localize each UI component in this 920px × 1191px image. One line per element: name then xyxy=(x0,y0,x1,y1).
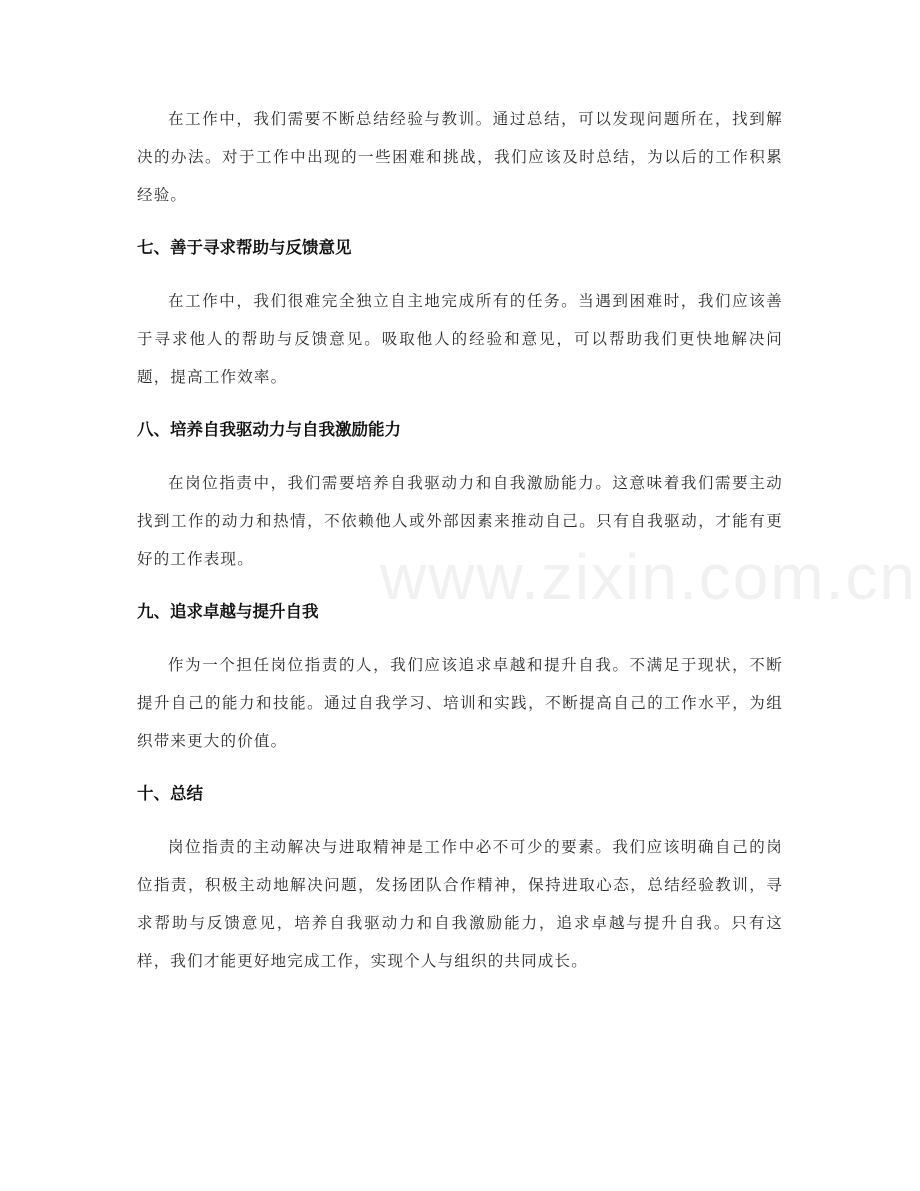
paragraph-section-7: 在工作中，我们很难完全独立自主地完成所有的任务。当遇到困难时，我们应该善于寻求他人的帮助与反馈意见。吸取他人的经验和意见，可以帮助我们更快地解决问题，提高工作效率。 xyxy=(137,292,783,386)
document-body xyxy=(137,100,783,980)
paragraph-intro: 在工作中，我们需要不断总结经验与教训。通过总结，可以发现问题所在，找到解决的办法。对于工作中出现的一些困难和挑战，我们应该及时总结，为以后的工作积累经验。 xyxy=(137,110,783,204)
watermark: www.zixin.com.cn xyxy=(380,541,917,613)
paragraph-section-9: 作为一个担任岗位指责的人，我们应该追求卓越和提升自我。不满足于现状，不断提升自己的能力和技能。通过自我学习、培训和实践，不断提高自己的工作水平，为组织带来更大的价值。 xyxy=(137,656,783,750)
paragraph-section-10: 岗位指责的主动解决与进取精神是工作中必不可少的要素。我们应该明确自己的岗位指责，积极主动地解决问题，发扬团队合作精神，保持进取心态，总结经验教训，寻求帮助与反馈意见，培养自我驱动力和自我激励能力，追求卓越与提升自我。只有这样，我们才能更好地完成工作，实现个人与组织的共同成长。 xyxy=(137,838,783,970)
paragraph-section-8: 在岗位指责中，我们需要培养自我驱动力和自我激励能力。这意味着我们需要主动找到工作的动力和热情，不依赖他人或外部因素来推动自己。只有自我驱动，才能有更好的工作表现。 xyxy=(137,474,783,568)
heading-section-7: 七、善于寻求帮助与反馈意见 xyxy=(137,238,352,257)
heading-section-8: 八、培养自我驱动力与自我激励能力 xyxy=(137,420,401,439)
heading-section-10: 十、总结 xyxy=(137,784,203,803)
heading-section-9: 九、追求卓越与提升自我 xyxy=(137,602,319,621)
